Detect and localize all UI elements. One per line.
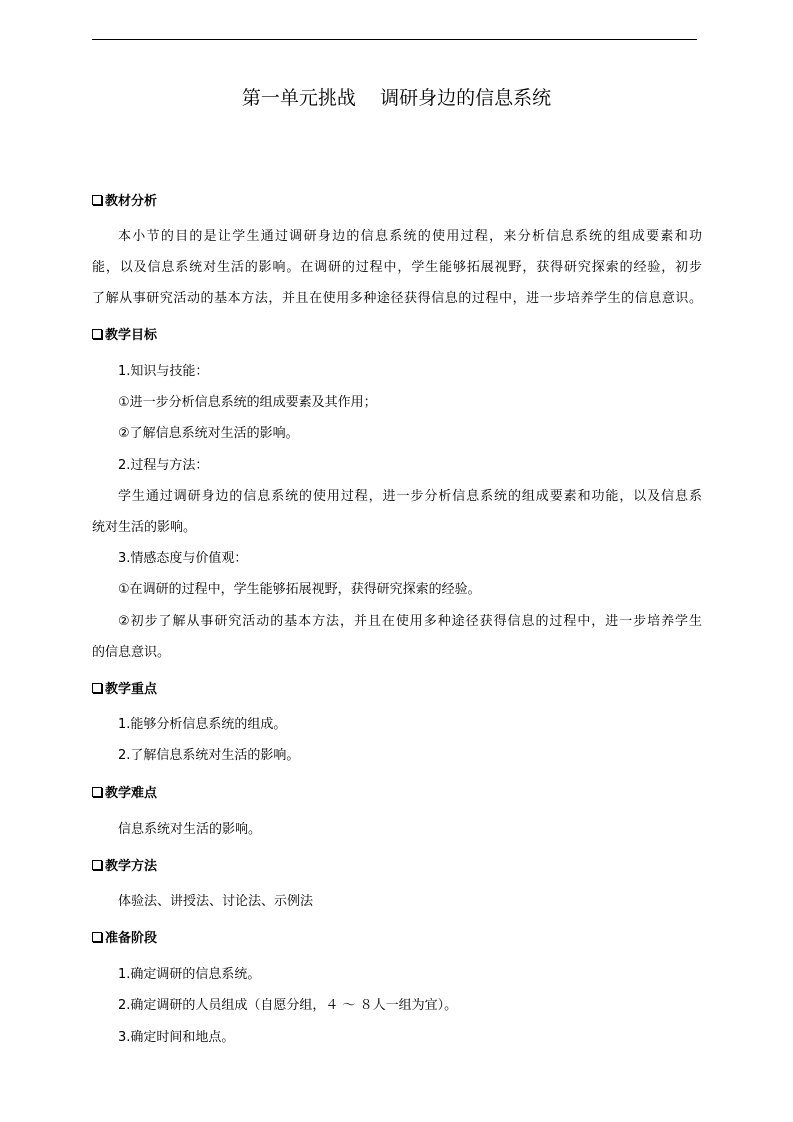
section-heading-label: 教学重点 — [105, 682, 158, 697]
section-heading-label: 准备阶段 — [105, 931, 158, 946]
paragraph-line: 了解从事研究活动的基本方法，并且在使用多种途径获得信息的过程中，进一步培养学生的信息意识。 — [92, 291, 702, 306]
paragraph-line: ②初步了解从事研究活动的基本方法，并且在使用多种途径获得信息的过程中，进一步培养学生 — [118, 614, 702, 629]
section-heading-difficult-points — [92, 785, 157, 803]
list-item: 2.过程与方法： — [118, 458, 209, 473]
checkbox-bullet-icon — [92, 787, 102, 797]
section-heading-textbook-analysis — [92, 193, 157, 211]
paragraph-line: 的信息意识。 — [92, 645, 171, 660]
paragraph-line: 体验法、讲授法、讨论法、示例法 — [118, 894, 314, 909]
list-item: ①进一步分析信息系统的组成要素及其作用； — [118, 395, 377, 410]
section-heading-label: 教学难点 — [105, 786, 158, 801]
list-item: 2.确定调研的人员组成（自愿分组，４ ～ ８人一组为宜）。 — [118, 998, 458, 1013]
checkbox-bullet-icon — [92, 932, 102, 942]
section-heading-label: 教学方法 — [105, 859, 158, 874]
section-heading-preparation — [92, 930, 157, 948]
section-heading-teaching-methods — [92, 858, 157, 876]
list-item: 3.确定时间和地点。 — [118, 1030, 235, 1045]
section-heading-label: 教材分析 — [105, 194, 158, 209]
paragraph-line: 能，以及信息系统对生活的影响。在调研的过程中，学生能够拓展视野，获得研究探索的经验，初步 — [92, 260, 702, 275]
section-heading-label: 教学目标 — [105, 328, 158, 343]
section-heading-key-points — [92, 681, 157, 699]
list-item: ①在调研的过程中，学生能够拓展视野，获得研究探索的经验。 — [118, 582, 481, 597]
page-title: 第一单元挑战 调研身边的信息系统 — [241, 87, 552, 109]
list-item: 1.知识与技能： — [118, 364, 209, 379]
checkbox-bullet-icon — [92, 860, 102, 870]
header-rule — [92, 39, 697, 40]
paragraph-line: 统对生活的影响。 — [92, 520, 197, 535]
list-item: ②了解信息系统对生活的影响。 — [118, 426, 299, 441]
list-item: 1.能够分析信息系统的组成。 — [118, 717, 287, 732]
checkbox-bullet-icon — [92, 195, 102, 205]
list-item: 2.了解信息系统对生活的影响。 — [118, 748, 300, 763]
list-item: 3.情感态度与价值观： — [118, 551, 248, 566]
paragraph-line: 信息系统对生活的影响。 — [118, 822, 262, 837]
section-heading-teaching-objectives — [92, 327, 157, 345]
checkbox-bullet-icon — [92, 683, 102, 693]
paragraph-line: 本小节的目的是让学生通过调研身边的信息系统的使用过程，来分析信息系统的组成要素和功 — [118, 229, 702, 244]
list-item: 1.确定调研的信息系统。 — [118, 967, 261, 982]
paragraph-line: 学生通过调研身边的信息系统的使用过程，进一步分析信息系统的组成要素和功能，以及信息系 — [118, 489, 702, 504]
checkbox-bullet-icon — [92, 329, 102, 339]
